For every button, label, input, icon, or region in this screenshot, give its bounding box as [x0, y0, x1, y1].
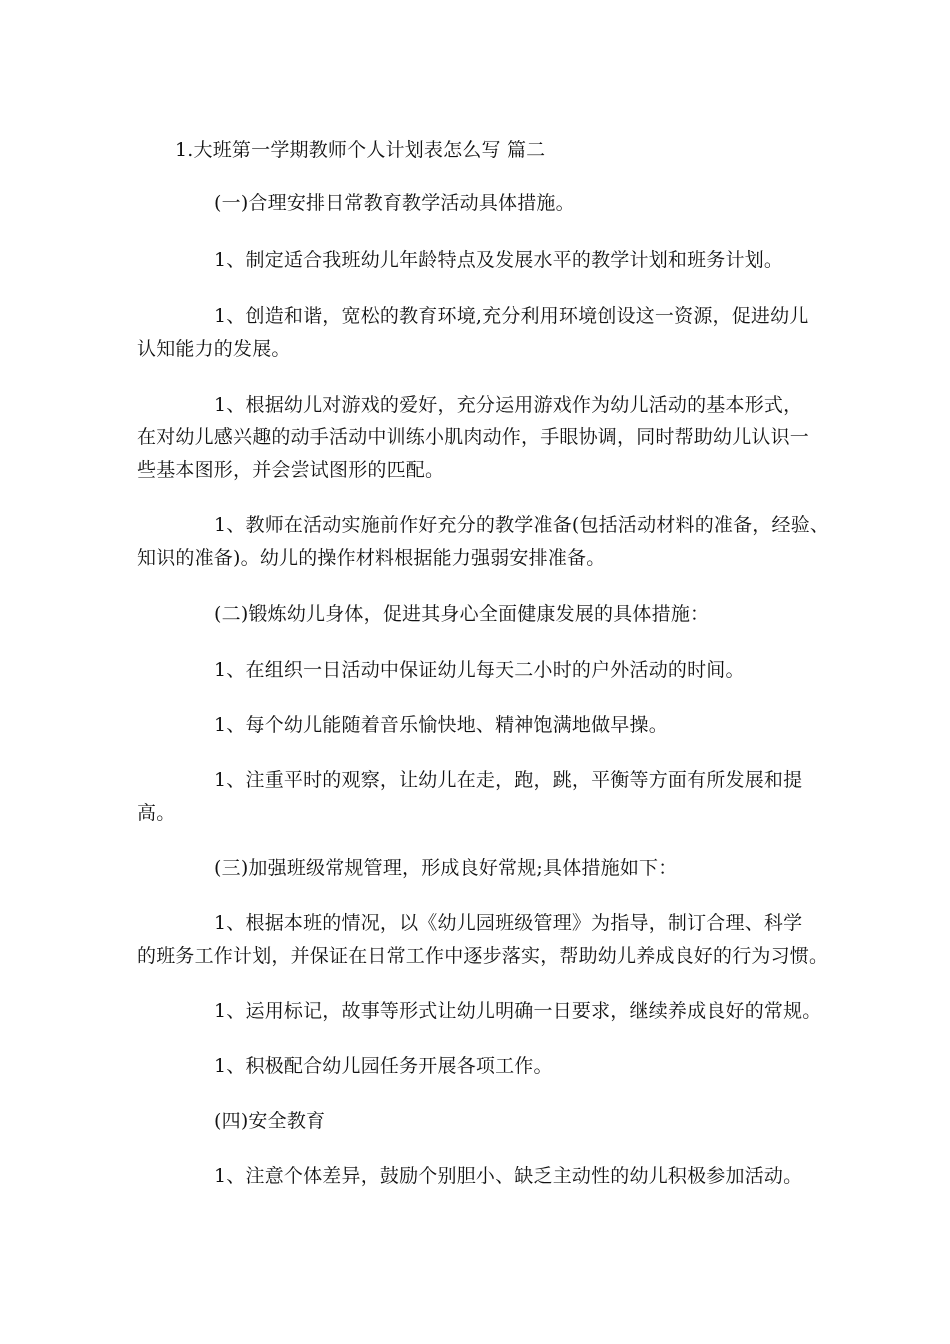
paragraph-line: 1、在组织一日活动中保证幼儿每天二小时的户外活动的时间。	[214, 659, 745, 681]
paragraph-line: 1、教师在活动实施前作好充分的教学准备(包括活动材料的准备，经验、	[214, 514, 830, 536]
paragraph-line: 1、制定适合我班幼儿年龄特点及发展水平的教学计划和班务计划。	[214, 249, 784, 271]
section-heading-3: (三)加强班级常规管理，形成良好常规;具体措施如下：	[214, 857, 678, 879]
paragraph-line: 1、每个幼儿能随着音乐愉快地、精神饱满地做早操。	[214, 714, 668, 736]
paragraph-line: 的班务工作计划，并保证在日常工作中逐步落实，帮助幼儿养成良好的行为习惯。	[137, 945, 829, 967]
paragraph-line: 高。	[137, 802, 176, 824]
paragraph-line: 1、根据本班的情况，以《幼儿园班级管理》为指导，制订合理、科学	[214, 912, 803, 934]
paragraph-line: 1、根据幼儿对游戏的爱好，充分运用游戏作为幼儿活动的基本形式，	[214, 394, 803, 416]
paragraph-line: 认知能力的发展。	[137, 338, 291, 360]
paragraph-line: 1、创造和谐，宽松的教育环境,充分利用环境创设这一资源，促进幼儿	[214, 305, 809, 327]
document-title: 1.大班第一学期教师个人计划表怎么写 篇二	[175, 139, 546, 161]
paragraph-line: 1、积极配合幼儿园任务开展各项工作。	[214, 1055, 553, 1077]
paragraph-line: 1、注重平时的观察，让幼儿在走，跑，跳，平衡等方面有所发展和提	[214, 769, 803, 791]
paragraph-line: 在对幼儿感兴趣的动手活动中训练小肌肉动作，手眼协调，同时帮助幼儿认识一	[137, 426, 810, 448]
paragraph-line: 些基本图形，并会尝试图形的匹配。	[137, 459, 445, 481]
section-heading-1: (一)合理安排日常教育教学活动具体措施。	[214, 192, 575, 214]
section-heading-2: (二)锻炼幼儿身体，促进其身心全面健康发展的具体措施：	[214, 603, 710, 625]
paragraph-line: 1、运用标记，故事等形式让幼儿明确一日要求，继续养成良好的常规。	[214, 1000, 822, 1022]
paragraph-line: 1、注意个体差异，鼓励个别胆小、缺乏主动性的幼儿积极参加活动。	[214, 1165, 803, 1187]
section-heading-4: (四)安全教育	[214, 1110, 326, 1132]
paragraph-line: 知识的准备)。幼儿的操作材料根据能力强弱安排准备。	[137, 547, 606, 569]
